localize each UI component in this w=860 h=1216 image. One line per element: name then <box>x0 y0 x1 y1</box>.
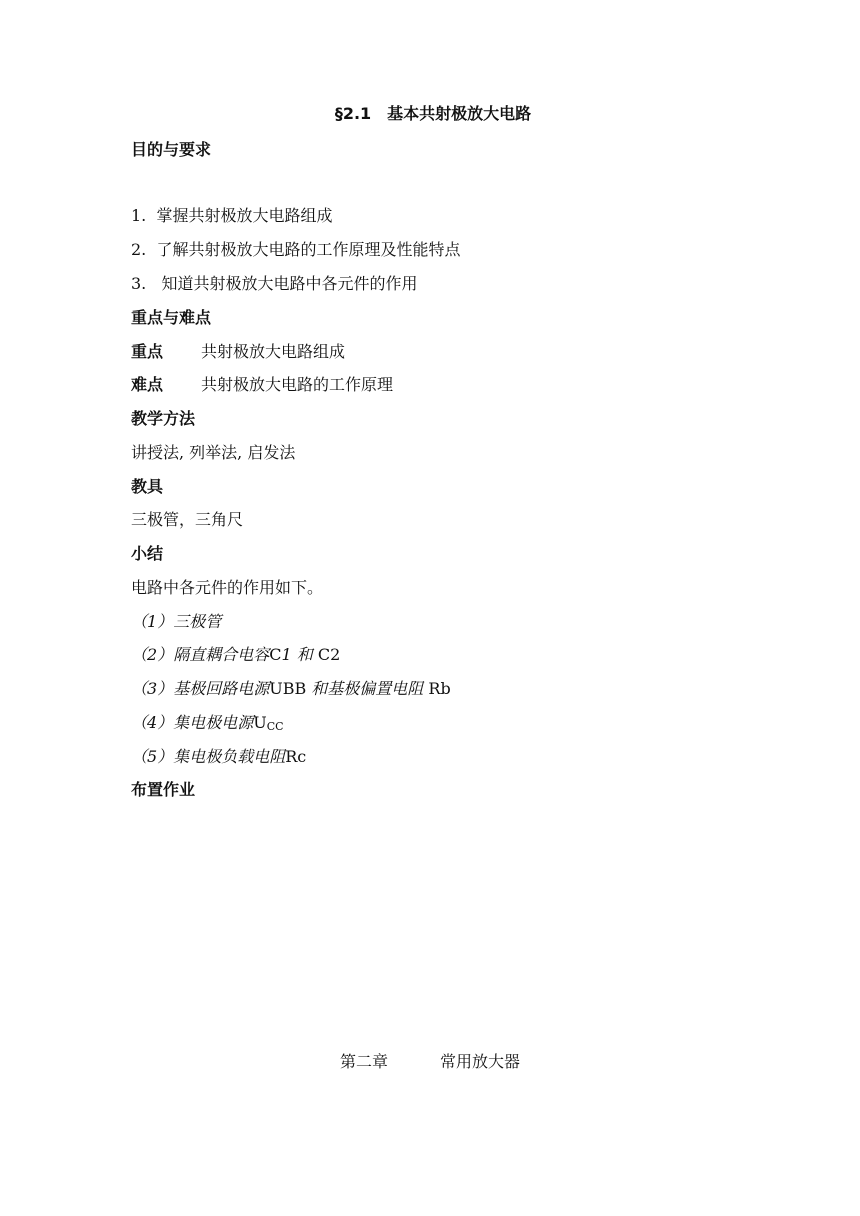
tools-heading: 教具 <box>131 477 164 496</box>
objective-number-1: 1. <box>131 206 147 225</box>
methods-text: 讲授法, 列举法, 启发法 <box>131 443 296 462</box>
summary-item-5-symbol-rc: Rc <box>285 747 307 766</box>
summary-item-4-subscript: CC <box>266 720 284 733</box>
summary-item-2-text-2: 1 和 <box>281 645 313 664</box>
summary-item-2-number: （2） <box>131 645 174 664</box>
difficult-point-row <box>131 375 393 395</box>
difficult-point-text: 共射极放大电路的工作原理 <box>201 375 394 394</box>
summary-item-1 <box>131 612 221 632</box>
summary-item-4-text: 集电极电源 <box>173 713 254 732</box>
key-point-label: 重点 <box>131 342 164 361</box>
tools-text: 三极管，三角尺 <box>131 510 244 529</box>
methods-heading: 教学方法 <box>131 409 196 428</box>
summary-item-5 <box>131 747 306 767</box>
summary-item-4-symbol-u: U <box>253 713 267 732</box>
summary-item-3-number: （3） <box>131 679 174 698</box>
summary-item-4-number: （4） <box>131 713 174 732</box>
summary-item-1-text: 三极管 <box>173 612 222 631</box>
summary-intro: 电路中各元件的作用如下。 <box>131 578 324 597</box>
footer-chapter-title: 常用放大器 <box>440 1052 521 1071</box>
summary-item-3-symbol-ubb: UBB <box>269 679 307 698</box>
footer-chapter: 第二章 <box>339 1052 388 1071</box>
key-point-row <box>131 342 345 362</box>
summary-item-1-number: （1） <box>131 612 174 631</box>
summary-item-5-text: 集电极负载电阻 <box>173 747 286 766</box>
summary-item-3 <box>131 679 451 699</box>
summary-item-3-symbol-rb: Rb <box>428 679 451 698</box>
objective-number-3: 3. <box>131 274 147 293</box>
objective-number-2: 2. <box>131 240 147 259</box>
objectives-heading: 目的与要求 <box>131 140 212 159</box>
summary-item-3-text-2: 和基极偏置电阻 <box>311 679 424 698</box>
summary-item-2-symbol-c2: C2 <box>317 645 341 664</box>
key-points-heading: 重点与难点 <box>131 308 212 327</box>
objective-item-3 <box>131 274 418 294</box>
summary-item-4 <box>131 713 284 737</box>
difficult-point-label: 难点 <box>131 375 164 394</box>
summary-item-2-symbol-c: C <box>269 645 282 664</box>
summary-item-2 <box>131 645 340 665</box>
objective-text-1: 掌握共射极放大电路组成 <box>156 206 333 225</box>
summary-heading: 小结 <box>131 544 164 563</box>
objective-item-1 <box>131 206 332 226</box>
page-title: §2.1 基本共射极放大电路 <box>334 104 532 123</box>
page-footer <box>0 1052 860 1072</box>
objective-item-2 <box>131 240 460 260</box>
summary-item-2-text: 隔直耦合电容 <box>173 645 270 664</box>
key-point-text: 共射极放大电路组成 <box>201 342 346 361</box>
summary-item-5-number: （5） <box>131 747 174 766</box>
objective-text-2: 了解共射极放大电路的工作原理及性能特点 <box>156 240 461 259</box>
objective-text-3: 知道共射极放大电路中各元件的作用 <box>161 274 418 293</box>
summary-item-3-text: 基极回路电源 <box>173 679 270 698</box>
homework-heading: 布置作业 <box>131 780 196 799</box>
